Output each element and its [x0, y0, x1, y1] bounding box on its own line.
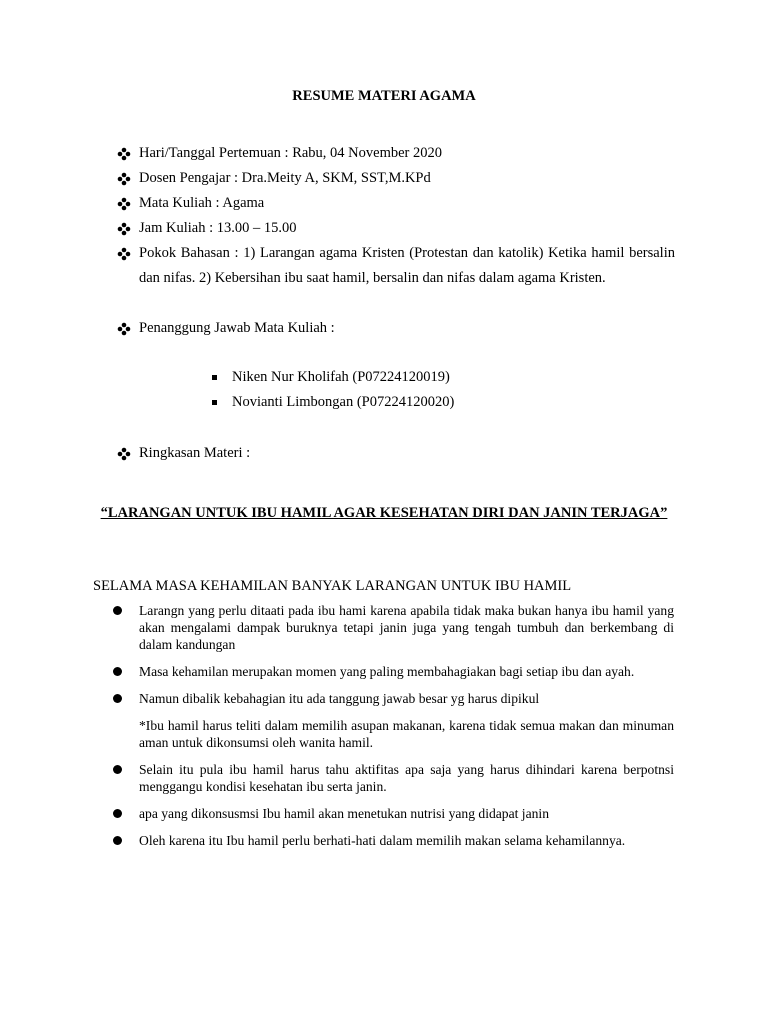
info-item-pokok-bahasan: [117, 241, 675, 291]
list-item: [212, 365, 454, 390]
section-subheading: SELAMA MASA KEHAMILAN BANYAK LARANGAN UNTUK IBU HAMIL: [93, 578, 572, 594]
section-heading: “LARANGAN UNTUK IBU HAMIL AGAR KESEHATAN DIRI DAN JANIN TERJAGA”: [100, 505, 668, 521]
ringkasan-label: [117, 441, 439, 466]
square-bullet-icon: [212, 400, 217, 405]
info-item-penanggung-jawab: [117, 316, 675, 341]
round-bullet-icon: [113, 836, 122, 845]
list-item: [112, 690, 674, 751]
info-dosen-text: Dosen Pengajar : Dra.Meity A, SKM, SST,M.KPd: [139, 170, 431, 186]
point-text: Masa kehamilan merupakan momen yang paling membahagiakan bagi setiap ibu dan ayah.: [139, 664, 635, 679]
info-pokok-text: Pokok Bahasan : 1) Larangan agama Kristen (Protestan dan katolik) Ketika hamil bersalin dan nifas. 2) Kebersihan ibu saat hamil, bersalin dan nifas dalam agama Kristen.: [139, 245, 675, 286]
list-item: [112, 663, 674, 680]
info-item-mata-kuliah: [117, 191, 675, 216]
info-item-dosen: [117, 166, 675, 191]
diamond-bullet-icon: [117, 141, 131, 166]
page-title: RESUME MATERI AGAMA: [292, 88, 476, 104]
info-item-jam: [117, 216, 675, 241]
point-text: Selain itu pula ibu hamil harus tahu aktifitas apa saja yang harus dihindari karena berpotnsi menggangu kondisi kesehatan ibu serta janin.: [139, 762, 674, 794]
penanggung-name: Novianti Limbongan (P07224120020): [232, 394, 455, 410]
round-bullet-icon: [113, 765, 122, 774]
point-text: Namun dibalik kebahagian itu ada tanggung jawab besar yg harus dipikul: [139, 691, 540, 706]
info-jam-text: Jam Kuliah : 13.00 – 15.00: [139, 220, 297, 236]
meeting-info-list: [117, 141, 675, 341]
diamond-bullet-icon: [117, 166, 131, 191]
info-hari-text: Hari/Tanggal Pertemuan : Rabu, 04 November 2020: [139, 145, 443, 161]
info-mata-kuliah-text: Mata Kuliah : Agama: [139, 195, 265, 211]
round-bullet-icon: [113, 667, 122, 676]
list-item: [112, 602, 674, 653]
list-item: [112, 805, 674, 822]
diamond-bullet-icon: [117, 441, 131, 466]
diamond-bullet-icon: [117, 191, 131, 216]
larangan-list: [112, 602, 674, 859]
point-text: apa yang dikonsusmsi Ibu hamil akan menetukan nutrisi yang didapat janin: [139, 806, 549, 821]
round-bullet-icon: [113, 606, 122, 615]
diamond-bullet-icon: [117, 316, 131, 341]
info-item-hari: [117, 141, 675, 166]
ringkasan-text: Ringkasan Materi :: [139, 445, 251, 461]
list-item: [212, 390, 454, 415]
penanggung-jawab-list: [212, 365, 454, 415]
square-bullet-icon: [212, 375, 217, 380]
list-item: [112, 761, 674, 795]
list-item: [112, 832, 674, 849]
round-bullet-icon: [113, 809, 122, 818]
info-penanggung-text: Penanggung Jawab Mata Kuliah :: [139, 320, 335, 336]
point-text: Oleh karena itu Ibu hamil perlu berhati-hati dalam memilih makan selama kehamilannya.: [139, 833, 626, 848]
penanggung-name: Niken Nur Kholifah (P07224120019): [232, 369, 450, 385]
point-note: *Ibu hamil harus teliti dalam memilih asupan makanan, karena tidak semua makan dan minuman aman untuk dikonsumsi oleh wanita hamil.: [139, 718, 674, 750]
diamond-bullet-icon: [117, 216, 131, 241]
round-bullet-icon: [113, 694, 122, 703]
diamond-bullet-icon: [117, 241, 131, 266]
point-text: Larangn yang perlu ditaati pada ibu hami karena apabila tidak maka bukan hanya ibu hamil yang akan mengalami dampak buruknya tetapi janin juga yang tengah tumbuh dan berkembang di dalam kandungan: [139, 603, 674, 652]
